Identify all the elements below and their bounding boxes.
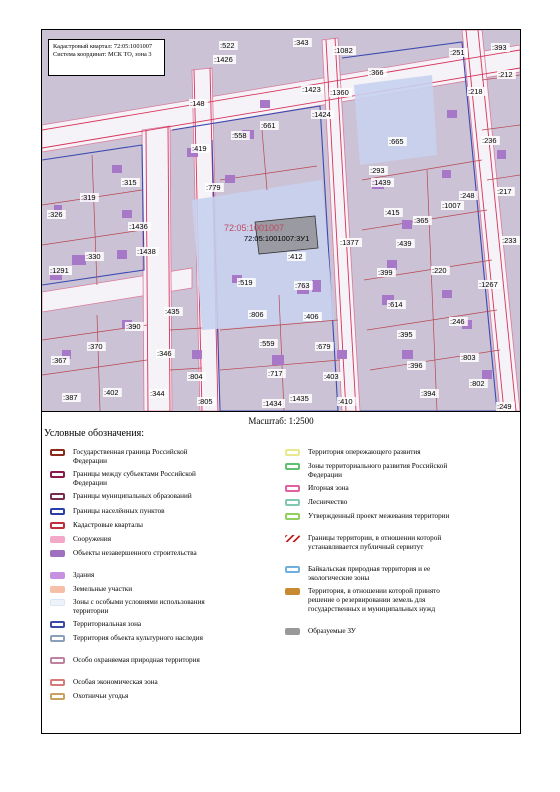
legend-swatch <box>285 588 300 595</box>
legend-swatch <box>50 679 65 686</box>
legend-swatch <box>285 449 300 456</box>
legend-label: Образуемые ЗУ <box>308 627 356 635</box>
parcel-number-label: :403 <box>324 372 339 381</box>
legend-label: Особая экономическая зона <box>73 678 158 686</box>
cadastral-quarter-text: Кадастровый квартал: 72:05:1001007 <box>53 43 153 50</box>
parcel-number-label: :346 <box>157 349 172 358</box>
legend-label: Зоны с особыми условиями использования территории <box>73 598 205 615</box>
parcel-number-label: :249 <box>497 402 512 411</box>
parcel-number-label: :1439 <box>372 178 391 187</box>
legend-label: Кадастровые кварталы <box>73 521 143 529</box>
cadastral-map[interactable] <box>42 30 520 412</box>
parcel-number-label: :410 <box>338 397 353 406</box>
parcel-label: 72:05:1001007:3У1 <box>244 234 310 243</box>
legend-label: Границы муниципальных образований <box>73 492 192 500</box>
legend-swatch <box>50 572 65 579</box>
legend-label: Территория опережающего развития <box>308 448 421 456</box>
legend-swatch <box>50 599 65 606</box>
parcel-number-label: :1007 <box>442 201 461 210</box>
parcel-number-label: :387 <box>63 393 78 402</box>
parcel-number-label: :802 <box>470 379 485 388</box>
parcel-number-label: :246 <box>450 317 465 326</box>
parcel-number-label: :1267 <box>479 280 498 289</box>
parcel-number-label: :1082 <box>334 46 353 55</box>
parcel-number-label: :370 <box>88 342 103 351</box>
legend-swatch <box>285 535 300 542</box>
legend-label: Здания <box>73 571 95 579</box>
parcel-number-label: :1436 <box>129 222 148 231</box>
parcel-number-label: :315 <box>122 178 137 187</box>
parcel-number-label: :679 <box>316 342 331 351</box>
legend-swatch <box>50 550 65 557</box>
parcel-number-label: :393 <box>492 43 507 52</box>
legend-swatch <box>50 449 65 456</box>
legend-swatch <box>50 522 65 529</box>
legend-swatch <box>50 657 65 664</box>
parcel-number-label: :236 <box>482 136 497 145</box>
legend-swatch <box>285 628 300 635</box>
parcel-number-label: :717 <box>268 369 283 378</box>
legend-title: Условные обозначения: <box>44 428 145 439</box>
parcel-number-label: :415 <box>385 208 400 217</box>
parcel-number-label: :1426 <box>214 55 233 64</box>
parcel-number-label: :803 <box>461 353 476 362</box>
parcel-number-label: :220 <box>432 266 447 275</box>
parcel-number-label: :390 <box>126 322 141 331</box>
parcel-number-label: :805 <box>198 397 213 406</box>
parcel-number-label: :233 <box>502 236 517 245</box>
parcel-number-label: :330 <box>86 252 101 261</box>
parcel-number-label: :248 <box>460 191 475 200</box>
parcel-number-label: :419 <box>192 144 207 153</box>
parcel-number-label: :402 <box>104 388 119 397</box>
legend-label: Объекты незавершенного строительства <box>73 549 197 557</box>
parcel-number-label: :1360 <box>330 88 349 97</box>
legend-swatch <box>285 499 300 506</box>
legend-swatch <box>50 621 65 628</box>
parcel-number-label: :395 <box>398 330 413 339</box>
legend-swatch <box>50 536 65 543</box>
parcel-number-label: :779 <box>206 183 221 192</box>
legend-swatch <box>285 513 300 520</box>
legend-label: Территориальная зона <box>73 620 142 628</box>
parcel-number-label: :366 <box>369 68 384 77</box>
parcel-number-label: :326 <box>48 210 63 219</box>
parcel-number-label: :406 <box>304 312 319 321</box>
parcel-number-label: :344 <box>150 389 165 398</box>
parcel-number-label: :1435 <box>290 394 309 403</box>
legend-label: Байкальская природная территория и ее экологические зоны <box>308 565 431 582</box>
coordinate-system-text: Система координат: МСК ТО, зона 3 <box>53 50 152 58</box>
parcel-number-label: :519 <box>238 278 253 287</box>
legend-swatch <box>50 586 65 593</box>
parcel-number-label: :396 <box>408 361 423 370</box>
cadastral-map-canvas[interactable] <box>42 30 520 411</box>
parcel-number-label: :394 <box>421 389 436 398</box>
parcel-number-label: :559 <box>260 339 275 348</box>
legend-label: Границы между субъектами Российской Федерации <box>73 470 196 487</box>
parcel-number-label: :804 <box>188 372 203 381</box>
legend-swatch <box>285 485 300 492</box>
map-sheet <box>41 29 521 734</box>
quarter-label: 72:05:1001007 <box>224 223 285 233</box>
parcel-number-label: :763 <box>295 281 310 290</box>
parcel-number-label: :1434 <box>263 399 282 408</box>
legend-swatch <box>285 566 300 573</box>
parcel-number-label: :1291 <box>50 266 69 275</box>
legend-label: Особо охраняемая природная территория <box>73 656 200 664</box>
parcel-number-label: :1377 <box>340 238 359 247</box>
legend-label: Границы населённых пунктов <box>73 507 165 515</box>
legend-swatch <box>50 493 65 500</box>
parcel-number-label: :217 <box>497 187 512 196</box>
parcel-number-label: :148 <box>190 99 205 108</box>
special-zone <box>192 180 334 330</box>
parcel-number-label: :435 <box>165 307 180 316</box>
legend-label: Зоны территориального развития Российской Федерации <box>308 462 448 479</box>
legend-swatch <box>285 463 300 470</box>
parcel-number-label: :319 <box>81 193 96 202</box>
legend-label: Территория, в отношении которой принято решение о резервировании земель для государственных и муниципальных нужд <box>308 587 440 613</box>
parcel-number-label: :522 <box>220 41 235 50</box>
parcel-number-label: :212 <box>498 70 513 79</box>
legend-label: Игорная зона <box>308 484 349 492</box>
legend-swatch <box>50 471 65 478</box>
parcel-number-label: :251 <box>450 48 465 57</box>
parcel-number-label: :218 <box>468 87 483 96</box>
parcel-number-label: :439 <box>397 239 412 248</box>
legend-label: Охотничьи угодья <box>73 692 129 700</box>
parcel-number-label: :399 <box>378 268 393 277</box>
parcel-number-label: :1438 <box>137 247 156 256</box>
parcel-number-label: :1424 <box>312 110 331 119</box>
map-info-box <box>48 39 165 76</box>
legend-swatch <box>50 693 65 700</box>
special-zone-2 <box>354 75 437 165</box>
legend-label: Государственная граница Российской Федерации <box>73 448 188 465</box>
legend-swatch <box>50 508 65 515</box>
parcel-number-label: :1423 <box>302 85 321 94</box>
parcel-number-label: :412 <box>288 252 303 261</box>
parcel-number-label: :806 <box>249 310 264 319</box>
legend-label: Территория объекта культурного наследия <box>73 634 203 642</box>
legend-label: Лесничество <box>308 498 348 506</box>
legend-label: Утвержденный проект межевания территории <box>308 512 450 520</box>
scale-text: Масштаб: 1:2500 <box>248 416 314 426</box>
legend-label: Земельные участки <box>73 585 133 593</box>
parcel-number-label: :558 <box>232 131 247 140</box>
legend-label: Границы территории, в отношении которой устанавливается публичный сервитут <box>308 534 442 551</box>
parcel-number-label: :661 <box>261 121 276 130</box>
parcel-number-label: :367 <box>52 356 67 365</box>
legend-swatch <box>50 635 65 642</box>
legend-label: Сооружения <box>73 535 112 543</box>
parcel-number-label: :293 <box>370 166 385 175</box>
parcel-number-label: :665 <box>389 137 404 146</box>
parcel-number-label: :614 <box>388 300 403 309</box>
parcel-number-label: :343 <box>294 38 309 47</box>
parcel-number-label: :365 <box>414 216 429 225</box>
